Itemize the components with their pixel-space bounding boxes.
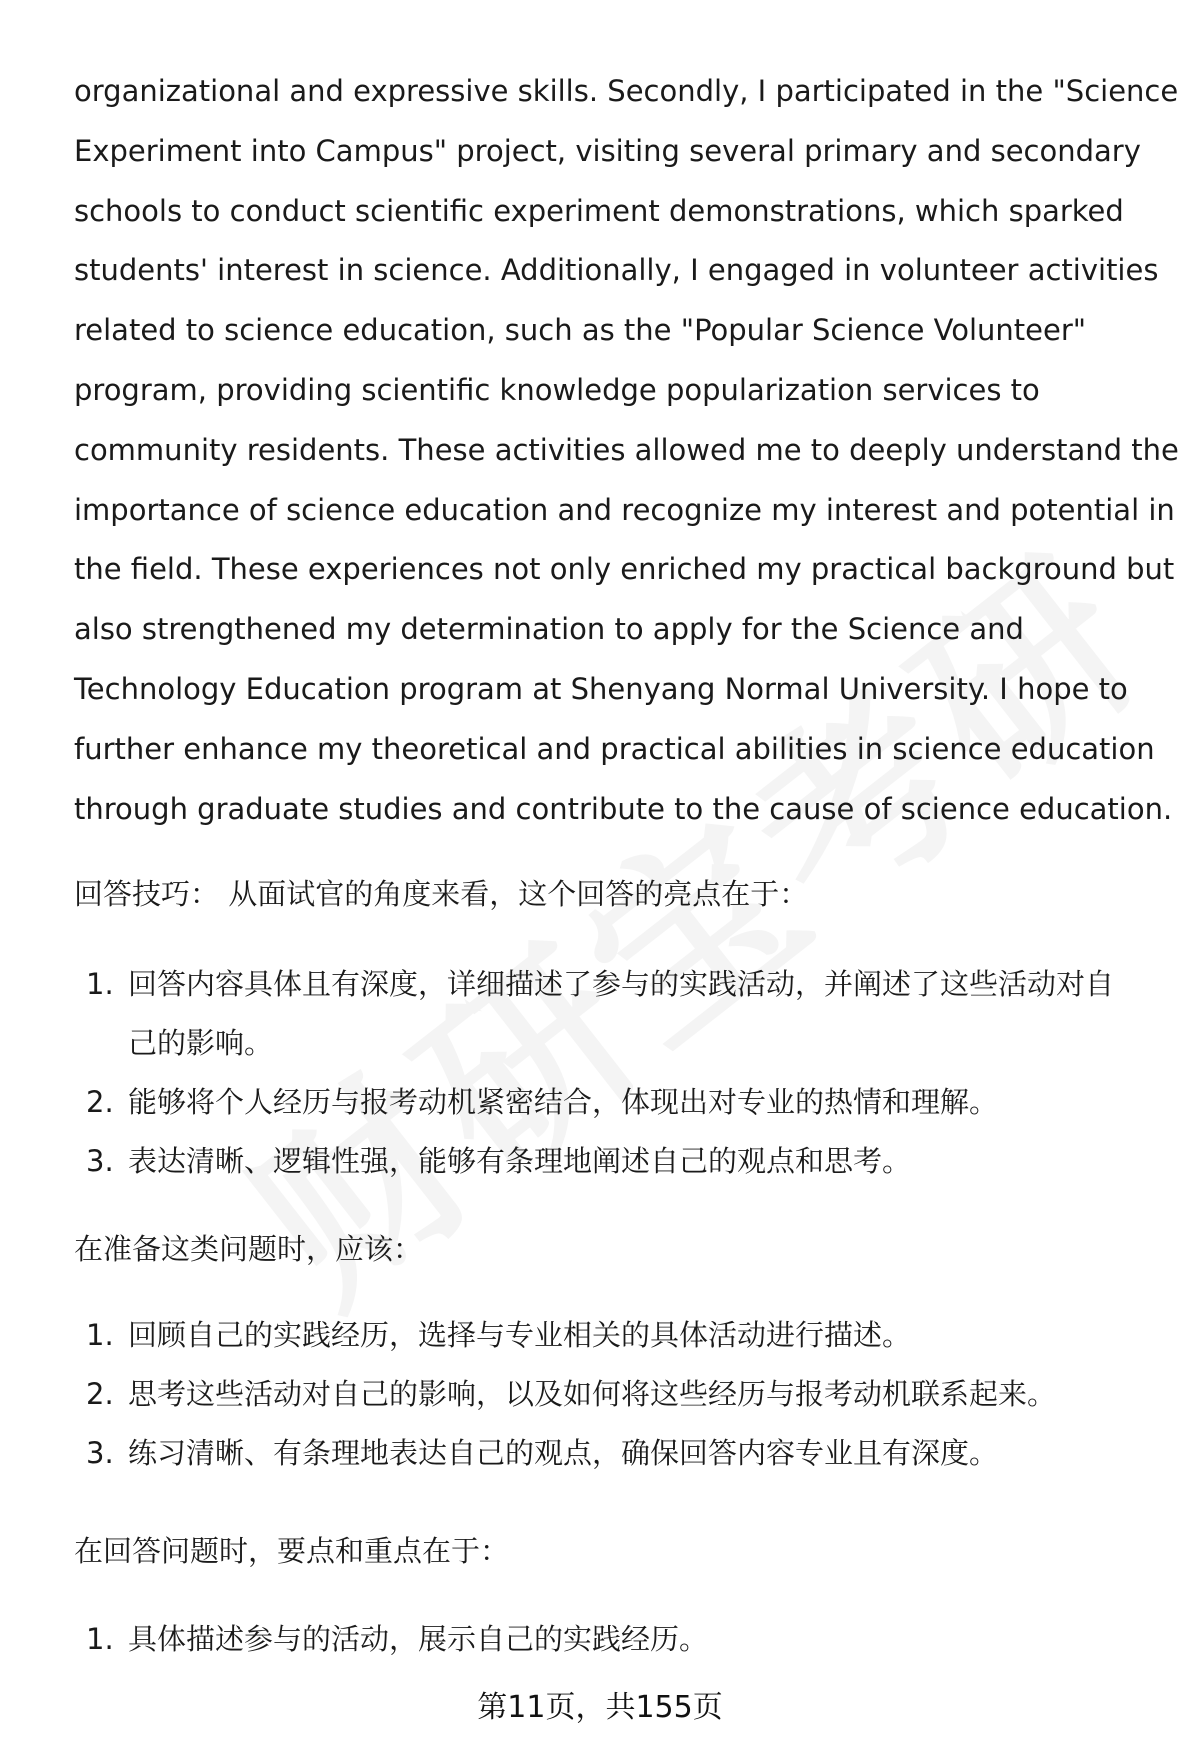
list-item-line: 思考这些活动对自己的影响，以及如何将这些经历与报考动机联系起来。 [128,1377,1057,1411]
list-item-line: 能够将个人经历与报考动机紧密结合，体现出对专业的热情和理解。 [128,1085,999,1119]
list-item [74,955,1154,1073]
paragraph-line: students' interest in science. Additionally, I engaged in volunteer activities [74,253,1159,288]
list-number: 3. [86,1144,114,1178]
paragraph-line: organizational and expressive skills. Secondly, I participated in the "Science [74,74,1179,108]
list-item [74,1424,1154,1483]
paragraph-line: also strengthened my determination to apply for the Science and [74,612,1024,647]
list-item [74,1306,1154,1365]
list-item [74,1073,1154,1132]
paragraph-line: community residents. These activities allowed me to deeply understand the [74,432,1179,467]
list-number: 2. [86,1377,114,1411]
list-item-line: 回顾自己的实践经历，选择与专业相关的具体活动进行描述。 [128,1318,912,1352]
list-item [74,1365,1154,1424]
list-number: 1. [86,1318,114,1352]
paragraph-line: related to science education, such as the "Popular Science Volunteer" [74,313,1087,348]
list-item-line: 回答内容具体且有深度，详细描述了参与的实践活动，并阐述了这些活动对自 [128,967,1115,1001]
tips-list [74,955,1154,1191]
page-number: 第11页，共155页 [477,1690,723,1725]
list-item-line: 具体描述参与的活动，展示自己的实践经历。 [128,1622,709,1656]
answer-paragraph [74,62,1179,839]
key-points-heading: 在回答问题时，要点和重点在于： [74,1534,510,1568]
list-item [74,1132,1154,1191]
list-number: 3. [86,1436,114,1470]
list-number: 1. [86,1622,114,1656]
list-number: 1. [86,967,114,1001]
list-item-line: 己的影响。 [128,1026,274,1060]
list-number: 2. [86,1085,114,1119]
paragraph-line: through graduate studies and contribute to the cause of science education. [74,791,1173,826]
list-item-line: 练习清晰、有条理地表达自己的观点，确保回答内容专业且有深度。 [128,1436,999,1470]
list-item-line: 表达清晰、逻辑性强，能够有条理地阐述自己的观点和思考。 [128,1144,912,1178]
paragraph-line: schools to conduct scientific experiment demonstrations, which sparked [74,193,1124,228]
prep-heading: 在准备这类问题时，应该： [74,1232,423,1266]
tips-heading: 回答技巧： 从面试官的角度来看，这个回答的亮点在于： [74,877,809,911]
paragraph-line: the field. These experiences not only enriched my practical background but [74,552,1175,587]
paragraph-line: importance of science education and recognize my interest and potential in [74,492,1175,527]
paragraph-line: Experiment into Campus" project, visiting several primary and secondary [74,133,1141,168]
list-item [74,1610,1154,1669]
paragraph-line: Technology Education program at Shenyang Normal University. I hope to [74,671,1128,706]
key-points-list [74,1610,1154,1669]
paragraph-line: program, providing scientific knowledge popularization services to [74,372,1040,407]
paragraph-line: further enhance my theoretical and practical abilities in science education [74,731,1155,766]
prep-list [74,1306,1154,1483]
